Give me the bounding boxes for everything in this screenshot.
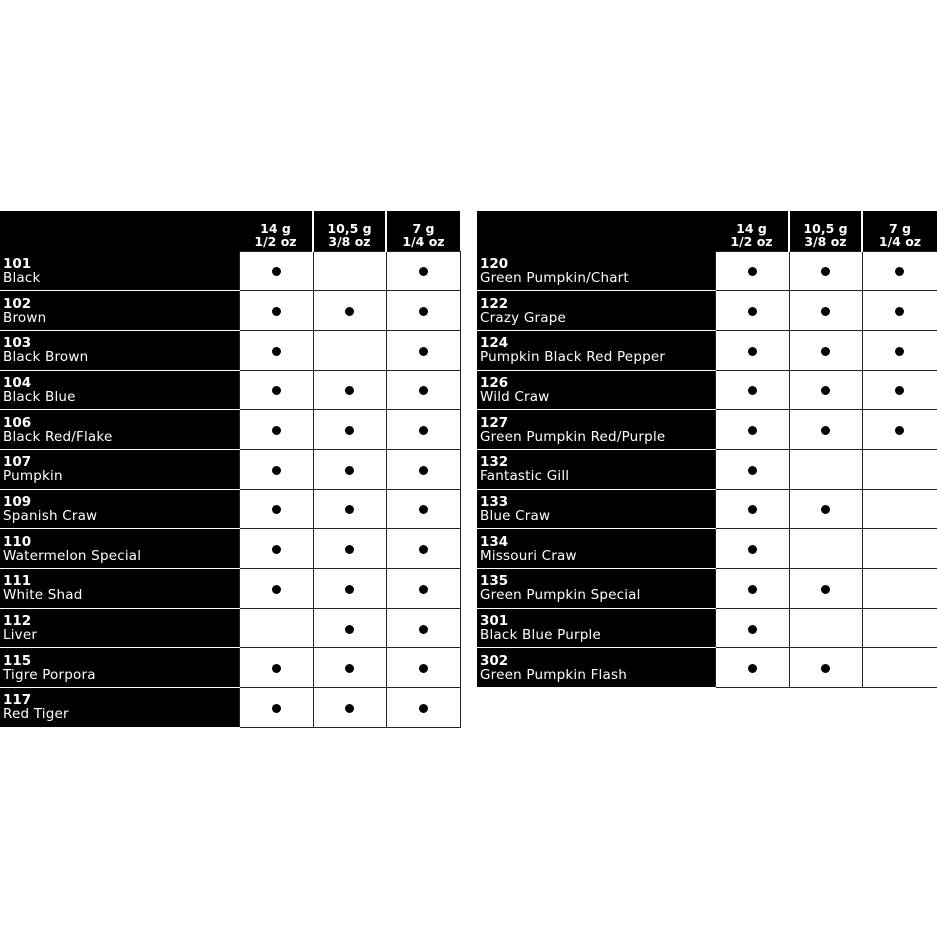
table-row	[477, 370, 937, 410]
available-dot-icon	[821, 585, 830, 594]
availability-cell-size-3	[386, 410, 460, 450]
availability-cell-size-2	[313, 569, 386, 609]
color-code: 302	[480, 652, 509, 669]
color-cell	[477, 410, 715, 450]
color-cell	[0, 489, 239, 529]
availability-cell-size-2	[789, 410, 862, 450]
table-row	[477, 489, 937, 529]
color-name: White Shad	[3, 587, 83, 604]
color-availability-table-left	[0, 211, 461, 728]
header-row	[0, 211, 460, 251]
available-dot-icon	[419, 267, 428, 276]
availability-cell-size-1	[239, 330, 313, 370]
color-cell	[477, 489, 715, 529]
availability-cell-size-3	[386, 529, 460, 569]
available-dot-icon	[821, 505, 830, 514]
available-dot-icon	[345, 466, 354, 475]
header-corner	[0, 211, 239, 251]
availability-cell-size-2	[789, 529, 862, 569]
availability-cell-size-3	[386, 688, 460, 728]
header-corner	[477, 211, 715, 251]
color-cell	[477, 569, 715, 609]
table-row	[0, 330, 460, 370]
availability-cell-size-2	[313, 370, 386, 410]
availability-cell-size-1	[239, 648, 313, 688]
color-name: Crazy Grape	[480, 309, 566, 326]
availability-cell-size-2	[789, 251, 862, 291]
availability-cell-size-2	[313, 330, 386, 370]
color-name: Tigre Porpora	[3, 666, 96, 683]
color-name: Brown	[3, 309, 47, 326]
color-name: Pumpkin Black Red Pepper	[480, 349, 666, 366]
availability-cell-size-3	[386, 449, 460, 489]
column-header-size-1	[239, 211, 313, 251]
color-cell	[477, 529, 715, 569]
available-dot-icon	[748, 545, 757, 554]
table-row	[0, 410, 460, 450]
table-row	[0, 688, 460, 728]
availability-cell-size-1	[715, 370, 789, 410]
availability-cell-size-2	[313, 291, 386, 331]
table-row	[0, 648, 460, 688]
column-weight: 14 g	[260, 220, 291, 236]
column-weight: 10,5 g	[327, 220, 372, 236]
availability-cell-size-3	[862, 330, 937, 370]
availability-cell-size-1	[715, 410, 789, 450]
available-dot-icon	[419, 426, 428, 435]
available-dot-icon	[419, 625, 428, 634]
table-row	[0, 569, 460, 609]
color-cell	[0, 410, 239, 450]
available-dot-icon	[345, 426, 354, 435]
table-row	[0, 489, 460, 529]
column-oz: 1/2 oz	[730, 233, 773, 249]
available-dot-icon	[419, 347, 428, 356]
available-dot-icon	[821, 307, 830, 316]
availability-cell-size-1	[715, 449, 789, 489]
available-dot-icon	[821, 347, 830, 356]
color-code: 111	[3, 573, 32, 590]
table-row	[477, 330, 937, 370]
available-dot-icon	[272, 347, 281, 356]
availability-cell-size-2	[789, 648, 862, 688]
availability-cell-size-2	[789, 608, 862, 648]
color-name: Watermelon Special	[3, 547, 142, 564]
available-dot-icon	[748, 625, 757, 634]
table-row	[0, 529, 460, 569]
color-code: 122	[480, 295, 509, 312]
column-oz: 1/4 oz	[402, 233, 445, 249]
available-dot-icon	[272, 426, 281, 435]
color-name: Liver	[3, 627, 38, 644]
color-cell	[0, 608, 239, 648]
color-code: 102	[3, 295, 32, 312]
availability-cell-size-2	[789, 291, 862, 331]
availability-cell-size-1	[715, 330, 789, 370]
available-dot-icon	[419, 545, 428, 554]
availability-cell-size-1	[715, 529, 789, 569]
availability-cell-size-2	[313, 410, 386, 450]
color-cell	[0, 569, 239, 609]
available-dot-icon	[272, 466, 281, 475]
availability-cell-size-3	[862, 569, 937, 609]
availability-cell-size-3	[862, 410, 937, 450]
color-name: Fantastic Gill	[480, 468, 570, 485]
column-weight: 7 g	[889, 220, 911, 236]
table-row	[477, 608, 937, 648]
column-header-size-3	[862, 211, 937, 251]
color-code: 110	[3, 533, 32, 550]
availability-cell-size-2	[789, 489, 862, 529]
availability-cell-size-3	[386, 648, 460, 688]
availability-cell-size-2	[789, 569, 862, 609]
availability-cell-size-2	[313, 529, 386, 569]
availability-cell-size-1	[715, 648, 789, 688]
available-dot-icon	[895, 267, 904, 276]
color-cell	[0, 449, 239, 489]
color-code: 112	[3, 613, 32, 630]
availability-cell-size-1	[715, 251, 789, 291]
available-dot-icon	[272, 545, 281, 554]
available-dot-icon	[272, 704, 281, 713]
color-cell	[477, 648, 715, 688]
table-row	[477, 449, 937, 489]
color-code: 117	[3, 692, 32, 709]
available-dot-icon	[821, 267, 830, 276]
color-name: Blue Craw	[480, 507, 551, 524]
available-dot-icon	[895, 386, 904, 395]
column-oz: 1/4 oz	[878, 233, 922, 249]
available-dot-icon	[419, 505, 428, 514]
color-code: 103	[3, 335, 32, 352]
color-code: 127	[480, 414, 509, 431]
column-weight: 14 g	[736, 220, 767, 236]
availability-cell-size-1	[239, 569, 313, 609]
availability-cell-size-2	[313, 648, 386, 688]
availability-cell-size-3	[386, 251, 460, 291]
availability-cell-size-3	[862, 608, 937, 648]
color-cell	[477, 330, 715, 370]
color-name: Black Brown	[3, 349, 89, 366]
header-row	[477, 211, 937, 251]
column-oz: 1/2 oz	[254, 233, 297, 249]
color-name: Black Blue	[3, 388, 76, 405]
availability-cell-size-1	[239, 251, 313, 291]
availability-cell-size-2	[789, 449, 862, 489]
color-code: 101	[3, 255, 32, 272]
available-dot-icon	[748, 307, 757, 316]
column-oz: 3/8 oz	[328, 233, 371, 249]
color-code: 106	[3, 414, 32, 431]
table-row	[0, 251, 460, 291]
table-body	[477, 251, 937, 688]
availability-cell-size-1	[715, 608, 789, 648]
availability-cell-size-1	[239, 489, 313, 529]
available-dot-icon	[345, 664, 354, 673]
color-code: 132	[480, 454, 509, 471]
available-dot-icon	[272, 386, 281, 395]
availability-cell-size-3	[386, 608, 460, 648]
availability-cell-size-3	[862, 370, 937, 410]
table-row	[0, 608, 460, 648]
color-cell	[477, 370, 715, 410]
table-row	[477, 529, 937, 569]
color-code: 124	[480, 335, 509, 352]
color-cell	[0, 688, 239, 728]
availability-cell-size-3	[862, 291, 937, 331]
available-dot-icon	[345, 545, 354, 554]
available-dot-icon	[748, 267, 757, 276]
available-dot-icon	[419, 704, 428, 713]
available-dot-icon	[748, 505, 757, 514]
table-row	[0, 449, 460, 489]
color-name: Black Blue Purple	[480, 627, 602, 644]
availability-cell-size-2	[313, 489, 386, 529]
color-name: Green Pumpkin Flash	[480, 666, 627, 683]
table-row	[0, 291, 460, 331]
color-code: 120	[480, 255, 509, 272]
available-dot-icon	[895, 347, 904, 356]
available-dot-icon	[419, 307, 428, 316]
color-cell	[0, 251, 239, 291]
column-header-size-2	[789, 211, 862, 251]
color-code: 109	[3, 493, 32, 510]
available-dot-icon	[272, 267, 281, 276]
available-dot-icon	[345, 307, 354, 316]
available-dot-icon	[821, 426, 830, 435]
color-name: Black	[3, 269, 41, 286]
color-code: 104	[3, 374, 32, 391]
available-dot-icon	[748, 664, 757, 673]
column-oz: 3/8 oz	[804, 233, 847, 249]
color-cell	[477, 449, 715, 489]
availability-cell-size-2	[313, 608, 386, 648]
table-row	[477, 648, 937, 688]
color-name: Pumpkin	[3, 468, 63, 485]
availability-cell-size-3	[386, 370, 460, 410]
available-dot-icon	[419, 585, 428, 594]
availability-cell-size-3	[862, 489, 937, 529]
availability-cell-size-1	[239, 410, 313, 450]
available-dot-icon	[272, 307, 281, 316]
available-dot-icon	[821, 664, 830, 673]
color-code: 126	[480, 374, 509, 391]
availability-cell-size-2	[789, 370, 862, 410]
available-dot-icon	[419, 664, 428, 673]
color-cell	[0, 291, 239, 331]
availability-cell-size-3	[386, 330, 460, 370]
table-row	[477, 410, 937, 450]
color-cell	[0, 330, 239, 370]
color-name: Wild Craw	[480, 388, 550, 405]
availability-cell-size-1	[239, 688, 313, 728]
color-cell	[477, 608, 715, 648]
color-name: Green Pumpkin Red/Purple	[480, 428, 666, 445]
color-code: 301	[480, 613, 509, 630]
color-name: Missouri Craw	[480, 547, 577, 564]
availability-cell-size-3	[862, 529, 937, 569]
availability-cell-size-1	[239, 370, 313, 410]
available-dot-icon	[345, 625, 354, 634]
table-row	[0, 370, 460, 410]
available-dot-icon	[345, 505, 354, 514]
availability-cell-size-1	[239, 291, 313, 331]
availability-cell-size-1	[715, 489, 789, 529]
color-cell	[477, 251, 715, 291]
color-cell	[0, 529, 239, 569]
availability-cell-size-1	[239, 449, 313, 489]
available-dot-icon	[345, 386, 354, 395]
availability-cell-size-1	[715, 291, 789, 331]
availability-cell-size-1	[715, 569, 789, 609]
available-dot-icon	[748, 386, 757, 395]
available-dot-icon	[748, 426, 757, 435]
availability-cell-size-2	[789, 330, 862, 370]
available-dot-icon	[419, 386, 428, 395]
available-dot-icon	[895, 426, 904, 435]
color-name: Black Red/Flake	[3, 428, 113, 445]
availability-cell-size-2	[313, 688, 386, 728]
availability-cell-size-3	[862, 449, 937, 489]
available-dot-icon	[821, 386, 830, 395]
available-dot-icon	[895, 307, 904, 316]
table-row	[477, 251, 937, 291]
table-body	[0, 251, 460, 727]
color-code: 107	[3, 454, 32, 471]
color-code: 135	[480, 573, 509, 590]
color-cell	[477, 291, 715, 331]
availability-cell-size-3	[386, 291, 460, 331]
column-header-size-2	[313, 211, 386, 251]
color-cell	[0, 648, 239, 688]
availability-cell-size-2	[313, 251, 386, 291]
available-dot-icon	[419, 466, 428, 475]
available-dot-icon	[748, 585, 757, 594]
column-header-size-3	[386, 211, 460, 251]
available-dot-icon	[272, 664, 281, 673]
color-code: 115	[3, 652, 32, 669]
availability-cell-size-2	[313, 449, 386, 489]
available-dot-icon	[272, 505, 281, 514]
availability-cell-size-3	[862, 648, 937, 688]
available-dot-icon	[748, 466, 757, 475]
color-name: Green Pumpkin/Chart	[480, 269, 629, 286]
available-dot-icon	[345, 704, 354, 713]
availability-cell-size-3	[386, 489, 460, 529]
available-dot-icon	[345, 585, 354, 594]
table-row	[477, 291, 937, 331]
availability-cell-size-1	[239, 608, 313, 648]
color-code: 134	[480, 533, 509, 550]
color-name: Spanish Craw	[3, 507, 98, 524]
column-weight: 10,5 g	[803, 220, 848, 236]
color-cell	[0, 370, 239, 410]
table-row	[477, 569, 937, 609]
color-name: Red Tiger	[3, 706, 69, 723]
availability-cell-size-3	[862, 251, 937, 291]
color-code: 133	[480, 493, 509, 510]
color-name: Green Pumpkin Special	[480, 587, 641, 604]
availability-cell-size-1	[239, 529, 313, 569]
color-availability-table-right	[477, 211, 937, 688]
availability-cell-size-3	[386, 569, 460, 609]
available-dot-icon	[272, 585, 281, 594]
column-weight: 7 g	[412, 220, 435, 236]
column-header-size-1	[715, 211, 789, 251]
available-dot-icon	[748, 347, 757, 356]
